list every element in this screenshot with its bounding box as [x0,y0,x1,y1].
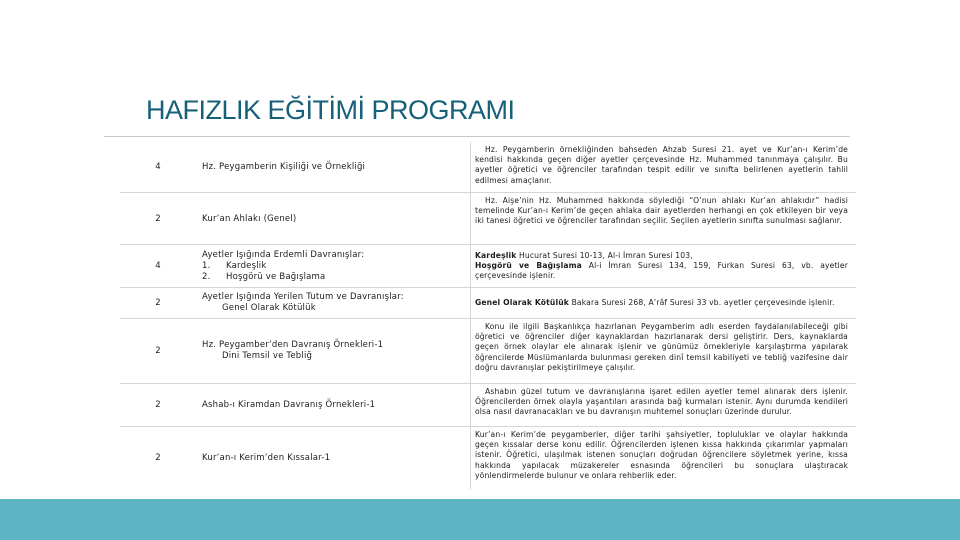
topic-cell [196,245,471,287]
table-row [120,319,856,384]
topic-heading: Hz. Peygamber’den Davranış Örnekleri-1 [202,340,384,350]
description-cell: Hz. Peygamberin örnekliğinden bahseden Ahzab Suresi 21. ayet ve Kur’an-ı Kerim’de kendisi hakkında geçen diğer ayetler çerçevesinde Hz. Muhammed tanınmaya çalışılır. Bu ayetler öğretici ve öğrenciler tarafından tespit edilir ve sınıfta belirlenen ayetlerin tahlil edilmesi amaçlanır. [475,145,848,185]
footer-band [0,499,960,540]
topic-list-item: 1. Kardeşlik [202,260,267,271]
topic-heading: Ayetler Işığında Yerilen Tutum ve Davranışlar: [202,292,404,302]
title-divider [104,136,850,137]
table-row [120,384,856,427]
hours-cell: 4 [155,261,161,271]
desc-keyword: Genel Olarak Kötülük [475,297,569,307]
description-cell: Hz. Aişe’nin Hz. Muhammed hakkında söylediği “O’nun ahlakı Kur’an ahlakıdır” hadisi temelinde Kur’an-ı Kerim’de geçen ahlaka dair ayetlerden herhangi en çok etkileyen bir veya iki tanesi öğretici ve öğrenciler tarafından seçilir. Seçilen ayetlerin sınıfta sunulması sağlanır. [475,196,848,226]
desc-keyword: Kardeşlik [475,250,517,260]
topic-cell: Hz. Peygamberin Kişiliği ve Örnekliği [196,142,471,192]
hours-cell: 2 [155,346,161,356]
table-row [120,427,856,489]
description-cell: Kardeşlik Hucurat Suresi 10-13, Al-i İmran Suresi 103, Hoşgörü ve Bağışlama Al-i İmran Suresi 134, 159, Furkan Suresi 63, vb. ayetler çerçevesinde işlenir. [475,250,848,281]
description-cell: Genel Olarak Kötülük Bakara Suresi 268, A’râf Suresi 33 vb. ayetler çerçevesinde işlenir. [475,297,835,307]
hours-cell: 2 [155,213,161,224]
hours-cell: 2 [155,453,161,463]
hours-cell: 4 [155,162,161,172]
curriculum-table [120,142,856,489]
topic-subtitle: Genel Olarak Kötülük [222,303,316,313]
topic-heading: Ayetler Işığında Erdemli Davranışlar: [202,249,365,260]
table-row [120,142,856,193]
description-cell: Ashabın güzel tutum ve davranışlarına işaret edilen ayetler temel alınarak ders işlenir. Öğrencilerden örnek olayla yaşantıları arasında bağ kurmaları istenir. Aynı durumda kendileri olsa nasıl davranacakları ve bu davranışın muhtemel sonuçları üzerinde durulur. [475,387,848,417]
table-row [120,245,856,288]
table-row [120,288,856,319]
topic-cell [196,319,471,383]
topic-cell [196,288,471,318]
table-row [120,193,856,245]
description-cell: Kur’an-ı Kerim’de peygamberler, diğer tarihi şahsiyetler, topluluklar ve olaylar hakkında geçen kıssalar derse konu edilir. Öğrencilerden işlenen kıssa hakkında çıkarımlar yapmaları istenir. Öğretici, ulaşılmak istenen sonuçları doğrudan öğrencilere söyletmek yerine, kıssa hakkında yapılacak müzakereler esnasında öğrencileri bu sonuçlara ulaştıracak yönlendirmelerde bulunur ve onlara rehberlik eder. [475,430,848,480]
topic-cell: Ashab-ı Kiramdan Davranış Örnekleri-1 [196,384,471,426]
hours-cell: 2 [155,400,161,410]
topic-cell: Kur’an-ı Kerim’den Kıssalar-1 [196,427,471,489]
topic-list-item: 2. Hoşgörü ve Bağışlama [202,271,326,282]
desc-keyword: Hoşgörü ve Bağışlama [475,260,582,270]
topic-cell: Kur’an Ahlakı (Genel) [196,193,471,244]
description-cell: Konu ile ilgili Başkanlıkça hazırlanan Peygamberim adlı eserden faydalanılabileceği gibi öğretici ve öğrenciler diğer kaynaklardan hazırlanarak dersi geliştirir. Ders, kaynaklarda geçen örnek olaylar ele alınarak işlenir ve günümüz örnekleriyle karşılaştırma yapılarak öğrencilerde Müslümanlarda bulunması gereken dinî temsil kabiliyeti ve tebliğ vazifesine dair doğru davranışlar pekiştirilmeye çalışılır. [475,322,848,372]
hours-cell: 2 [155,298,161,308]
topic-subtitle: Dini Temsil ve Tebliğ [222,351,313,361]
page-title: HAFIZLIK EĞİTİMİ PROGRAMI [146,95,515,125]
